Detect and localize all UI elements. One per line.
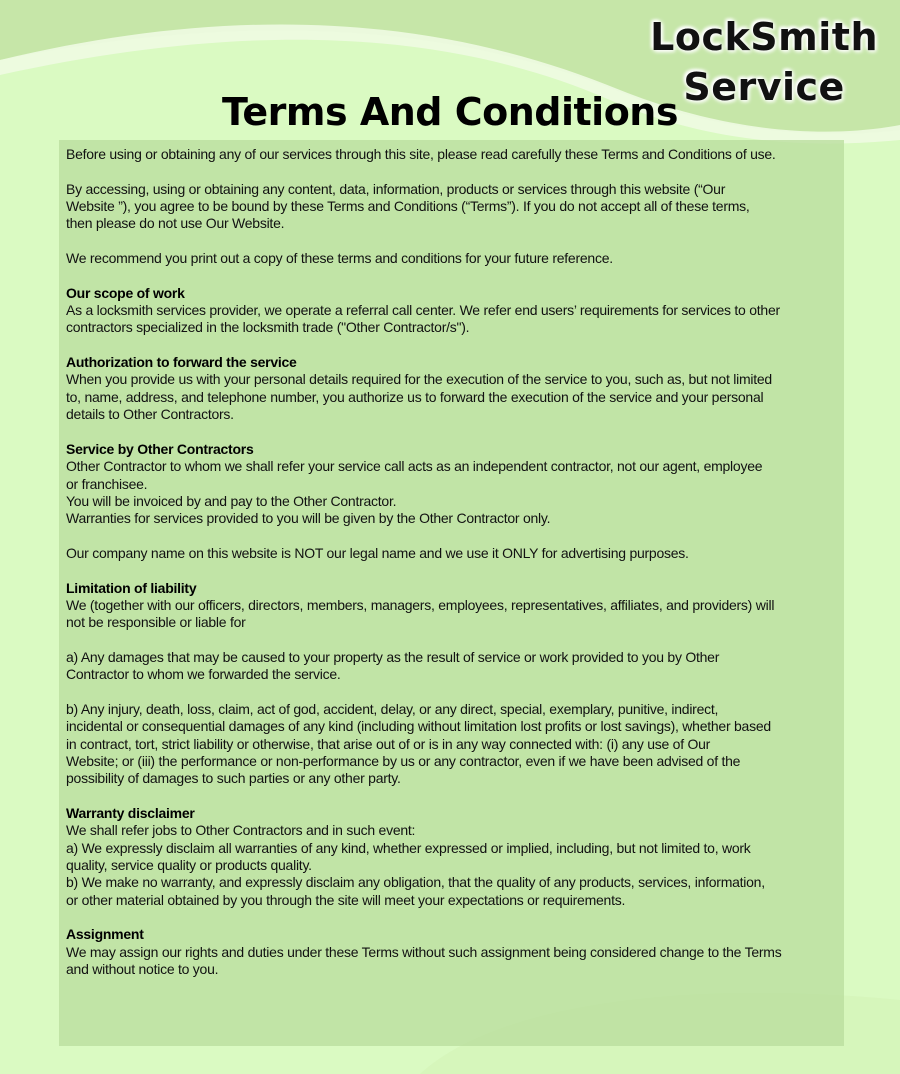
section-heading: Warranty disclaimer: [66, 805, 195, 822]
text-line: You will be invoiced by and pay to the Other Contractor.: [66, 492, 397, 509]
section-heading: Service by Other Contractors: [66, 440, 254, 457]
text-line: a) Any damages that may be caused to your property as the result of service or work provided to you by Other: [66, 648, 720, 665]
text-line: We may assign our rights and duties under these Terms without such assignment being considered change to the Terms: [66, 943, 782, 960]
text-line: Our company name on this website is NOT our legal name and we use it ONLY for advertising purposes.: [66, 544, 689, 561]
logo-line-2: Service: [683, 65, 845, 109]
text-line: possibility of damages to such parties or any other party.: [66, 770, 401, 787]
text-line: or franchisee.: [66, 475, 148, 492]
text-line: b) We make no warranty, and expressly disclaim any obligation, that the quality of any products, services, information,: [66, 874, 765, 891]
text-line: When you provide us with your personal details required for the execution of the service to you, such as, but not limited: [66, 371, 772, 388]
blank-line: [66, 562, 781, 579]
logo-line-1: LockSmith: [650, 15, 878, 59]
text-line: Warranties for services provided to you will be given by the Other Contractor only.: [66, 510, 551, 527]
blank-line: [66, 233, 781, 250]
blank-line: [66, 337, 781, 354]
blank-line: [66, 788, 781, 805]
text-line: contractors specialized in the locksmith trade ("Other Contractor/s").: [66, 319, 470, 336]
section-heading: Limitation of liability: [66, 579, 197, 596]
text-line: a) We expressly disclaim all warranties of any kind, whether expressed or implied, including, but not limited to, work: [66, 839, 751, 856]
text-line: not be responsible or liable for: [66, 614, 246, 631]
blank-line: [66, 267, 781, 284]
terms-content: [66, 146, 781, 979]
text-line: We shall refer jobs to Other Contractors and in such event:: [66, 822, 416, 839]
text-line: or other material obtained by you through the site will meet your expectations or requirements.: [66, 891, 626, 908]
text-line: Website ”), you agree to be bound by these Terms and Conditions (“Terms”). If you do not accept all of these terms,: [66, 198, 750, 215]
text-line: details to Other Contractors.: [66, 406, 234, 423]
section-heading: Authorization to forward the service: [66, 354, 297, 371]
blank-line: [66, 528, 781, 545]
text-line: We (together with our officers, directors, members, managers, employees, representatives, affiliates, and providers) will: [66, 596, 775, 613]
blank-line: [66, 909, 781, 926]
blank-line: [66, 684, 781, 701]
section-heading: Our scope of work: [66, 284, 185, 301]
text-line: and without notice to you.: [66, 961, 219, 978]
blank-line: [66, 163, 781, 180]
text-line: then please do not use Our Website.: [66, 215, 285, 232]
text-line: Other Contractor to whom we shall refer your service call acts as an independent contractor, not our agent, employee: [66, 458, 763, 475]
text-line: We recommend you print out a copy of these terms and conditions for your future reference.: [66, 250, 613, 267]
text-line: to, name, address, and telephone number, you authorize us to forward the execution of the service and your personal: [66, 388, 764, 405]
text-line: Contractor to whom we forwarded the service.: [66, 666, 341, 683]
blank-line: [66, 632, 781, 649]
text-line: quality, service quality or products quality.: [66, 857, 312, 874]
text-line: b) Any injury, death, loss, claim, act of god, accident, delay, or any direct, special, exemplary, punitive, indirect,: [66, 701, 719, 717]
page-title: Terms And Conditions: [222, 90, 678, 134]
blank-line: [66, 424, 781, 441]
text-line: By accessing, using or obtaining any content, data, information, products or services through this website (“Our: [66, 180, 726, 197]
text-line: Before using or obtaining any of our services through this site, please read carefully these Terms and Conditions of use.: [66, 146, 776, 162]
text-line: As a locksmith services provider, we operate a referral call center. We refer end users’ requirements for services to other: [66, 302, 780, 319]
section-heading: Assignment: [66, 926, 144, 943]
text-line: incidental or consequential damages of any kind (including without limitation lost profits or lost savings), whether based: [66, 718, 771, 735]
text-line: Website; or (iii) the performance or non-performance by us or any contractor, even if we have been advised of the: [66, 753, 741, 770]
text-line: in contract, tort, strict liability or otherwise, that arise out of or is in any way connected with: (i) any use of Our: [66, 735, 711, 752]
